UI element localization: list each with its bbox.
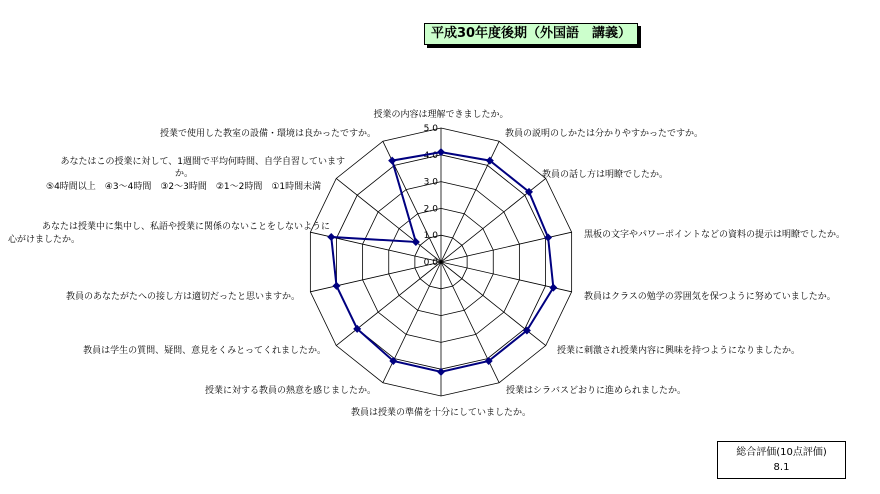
tick-label: 2.0 (423, 204, 438, 215)
data-point (412, 238, 420, 246)
overall-score-box (717, 441, 846, 479)
axis-label: 教員の話し方は明瞭でしたか。 (542, 170, 669, 180)
radar-grid (310, 128, 571, 396)
tick-label: 1.0 (423, 231, 438, 242)
axis-label: あなたは授業中に集中し、私語や授業に関係のないことをしないように心がけましたか。 (8, 222, 330, 245)
axis-label: あなたはこの授業に対して、1週間で平均何時間、自学自習していますか。 ⑤4時間以上 ④3～4時間 ③2～3時間 ②1～2時間 ①1時間未満 (46, 157, 345, 192)
data-point (332, 282, 340, 290)
chart-title: 平成30年度後期（外国語 講義） (424, 23, 638, 45)
data-point (388, 157, 396, 165)
spoke-line (310, 262, 441, 292)
axis-label: 授業で使用した教室の設備・環境は良かったですか。 (159, 129, 376, 139)
axis-label: 教員のあなたがたへの接し方は適切だったと思いますか。 (65, 292, 300, 302)
axis-label: 黒板の文字やパワーポイントなどの資料の提示は明瞭でしたか。 (584, 230, 846, 240)
axis-label: 教員の説明のしかたは分かりやすかったですか。 (505, 129, 704, 139)
axis-label: 授業の内容は理解できましたか。 (373, 110, 509, 120)
spoke-line (441, 232, 572, 262)
tick-label: 4.0 (423, 150, 438, 161)
tick-label: 3.0 (423, 177, 438, 188)
overall-score-label: 総合評価(10点評価) (736, 447, 827, 458)
data-point (327, 233, 335, 241)
axis-label: 教員は授業の準備を十分にしていましたか。 (350, 408, 532, 418)
axis-label: 授業はシラバスどおりに進められましたか。 (506, 386, 687, 396)
axis-label: 教員はクラスの勉学の雰囲気を保つように努めていましたか。 (584, 292, 836, 302)
data-point (437, 368, 445, 376)
data-point (437, 148, 445, 156)
overall-score-value: 8.1 (773, 462, 790, 473)
axis-label: 授業に刺激され授業内容に興味を持つようになりましたか。 (557, 346, 801, 356)
radial-tick-labels (424, 124, 439, 268)
tick-label: 5.0 (423, 124, 438, 134)
tick-label: 0.0 (423, 258, 438, 268)
axis-label: 授業に対する教員の熱意を感じましたか。 (204, 386, 376, 396)
axis-label: 教員は学生の質問、疑問、意見をくみとってくれましたか。 (83, 346, 326, 356)
